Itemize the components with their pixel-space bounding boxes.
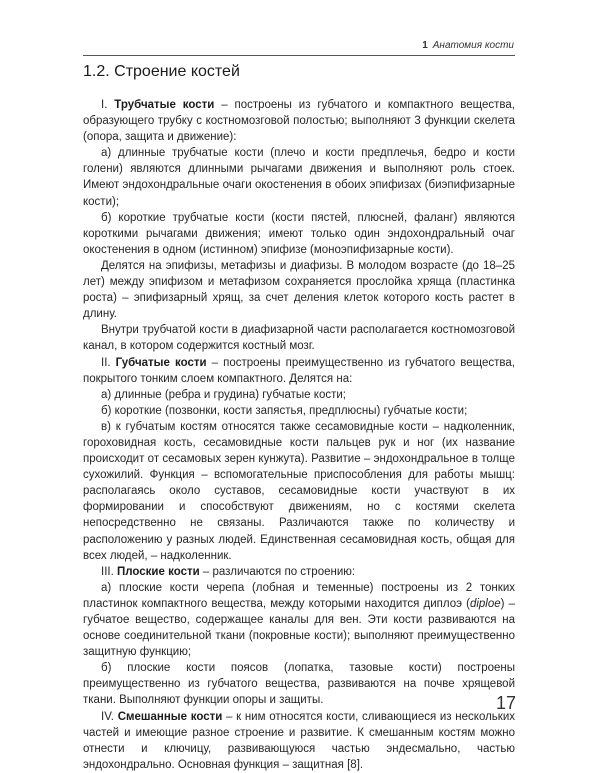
paragraph-text: III. (101, 565, 117, 578)
paragraph-text: II. (101, 356, 116, 369)
term-heading: Губчатые кости (115, 356, 207, 369)
paragraph-text: – построены преимущественно из губчатого вещества, покрытого тонким слоем компактного. Делятся на: (83, 356, 515, 385)
paragraph (83, 355, 515, 387)
term-heading: Трубчатые кости (114, 99, 215, 111)
term-heading: Смешанные кости (117, 710, 223, 723)
page-number: 17 (495, 693, 516, 713)
paragraph-text: б) короткие (позвонки, кости запястья, предплюсны) губчатые кости; (101, 404, 468, 417)
paragraph (83, 709, 515, 773)
header-rule (83, 55, 515, 56)
chapter-title: Анатомия кости (432, 40, 514, 51)
paragraph-text: б) короткие трубчатые кости (кости пястей, плюсней, фаланг) являются короткими рычагами движения; имеют только один эндохондральный очаг окостенения в одном (истинном) эпифизе (моноэпифизарные кости). (83, 211, 515, 256)
paragraph-text: – построены из губчатого и компактного вещества, образующего трубку с костномозговой полостью; выполняют 3 функции скелета (опора, защита и движение): (83, 99, 515, 144)
paragraph-text: I. (101, 99, 115, 111)
paragraph (83, 97, 515, 145)
paragraph (83, 564, 515, 580)
paragraph (83, 419, 515, 564)
paragraph (83, 322, 515, 354)
paragraph-text: Делятся на эпифизы, метафизы и диафизы. В молодом возрасте (до 18–25 лет) между эпифизом и метафизом сохраняется прослойка хряща (пластинка роста) – эпифизарный хрящ, за счет деления клеток которого кость растет в длину. (83, 259, 515, 321)
paragraph-text: а) длинные (ребра и грудина) губчатые кости; (101, 388, 346, 401)
paragraph-text: – различаются по строению: (199, 565, 356, 578)
section-title: 1.2. Строение костей (83, 63, 240, 80)
paragraph-text: ) – губчатое вещество, содержащее каналы для вен. Эти кости развиваются на основе соединительной ткани (покровные кости); выполняют преимущественно защитную функцию; (83, 597, 515, 659)
paragraph (83, 258, 515, 322)
paragraph-text: а) плоские кости черепа (лобная и теменные) построены из 2 тонких пластинок компактного вещества, между которыми находится диплоэ ( (83, 581, 515, 610)
running-header (422, 40, 514, 51)
paragraph (83, 580, 515, 660)
chapter-number: 1 (422, 40, 428, 51)
term-heading: Плоские кости (116, 565, 200, 578)
body-text (83, 97, 515, 773)
paragraph (83, 387, 515, 403)
paragraph-text: Внутри трубчатой кости в диафизарной части располагается костномозговой канал, в котором содержится костный мозг. (83, 324, 515, 353)
latin-term: diploe (469, 597, 501, 610)
paragraph-text: – к ним относятся кости, сливающиеся из нескольких частей и имеющие разное строение и развитие. К смешанным костям можно отнести и ключицу, развивающуюся частью эндесмально, частью эндохондрально. Основная функция – защитная [8]. (83, 710, 515, 771)
paragraph-text: б) плоские кости поясов (лопатка, тазовые кости) построены преимущественно из губчатого вещества, развиваются на почве хрящевой ткани. Выполняют функции опоры и защиты. (83, 662, 515, 707)
paragraph (83, 145, 515, 209)
paragraph-text: IV. (101, 710, 118, 723)
paragraph-text: в) к губчатым костям относятся также сесамовидные кости – надколенник, гороховидная кость, сесамовидные кости пальцев рук и ног (их название происходит от сесамовых зерен кунжута). Развитие – эндохондральное в толще сухожилий. Функция – вспомогательные приспособления для работы мышц: располагаясь около суставов, сесамовидные кости участвуют в их формировании и способствуют движениям, но с костями скелета непосредственно не связаны. Различаются также по количеству и расположению у разных людей. Единственная сесамовидная кость, общая для всех людей, – надколенник. (83, 420, 515, 562)
paragraph-text: а) длинные трубчатые кости (плечо и кости предплечья, бедро и кости голени) являются длинными рычагами движения и выполняют роль стоек. Имеют эндохондральные очаги окостенения в обоих эпифизах (биэпифизарные кости); (83, 147, 515, 208)
paragraph (83, 210, 515, 258)
paragraph (83, 403, 515, 419)
paragraph (83, 660, 515, 708)
